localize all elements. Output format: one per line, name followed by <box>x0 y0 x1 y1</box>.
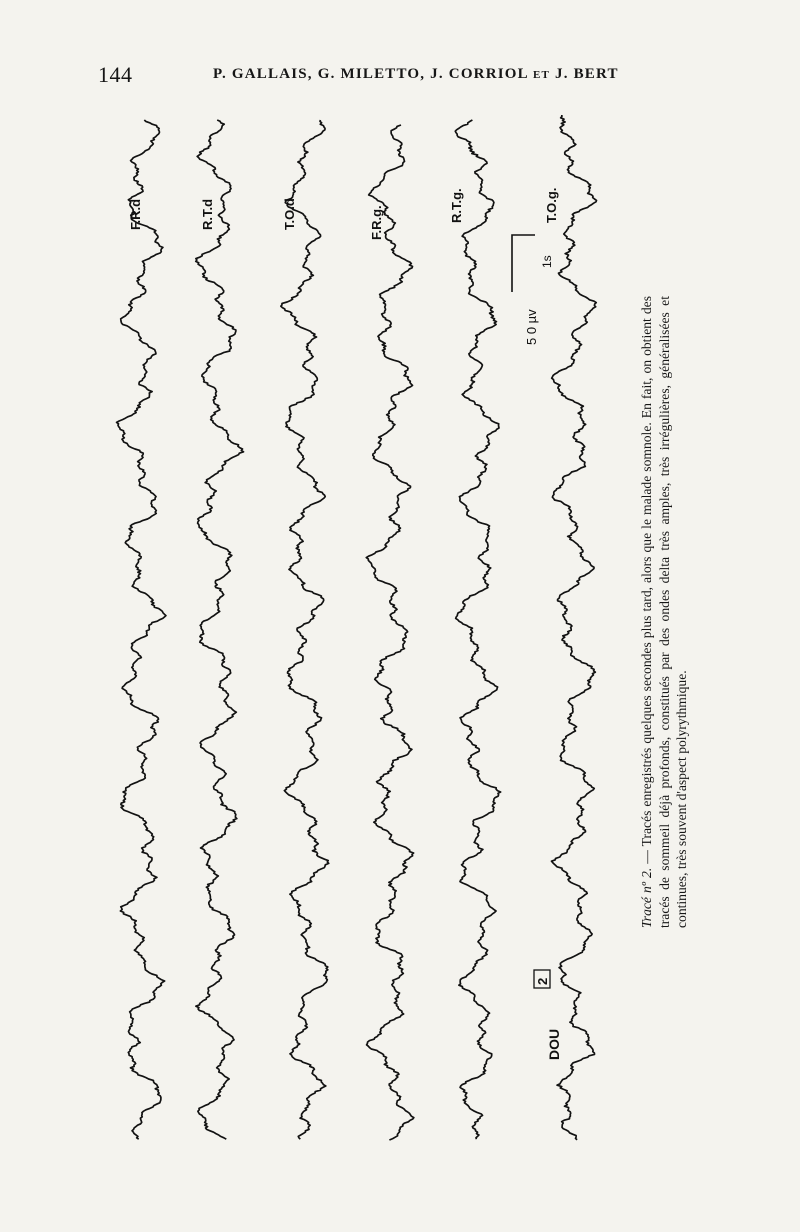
eeg-figure <box>90 95 630 1150</box>
figure-caption <box>638 296 691 928</box>
time-scale-label: 1s <box>540 255 554 268</box>
eeg-trace-rtd <box>196 120 244 1139</box>
calibration-scale-bar <box>512 235 554 345</box>
eeg-trace-tog <box>552 115 597 1140</box>
amplitude-scale-label: 5 0 µv <box>524 309 539 345</box>
page-header <box>0 62 800 92</box>
eeg-trace-tod <box>281 120 329 1139</box>
channel-label-frd: F.R.d <box>128 198 143 230</box>
eeg-trace-rtg <box>455 120 500 1139</box>
caption-label: Tracé nº 2. <box>639 867 654 928</box>
eeg-trace-frd <box>117 120 166 1139</box>
channel-label-tog: T.O.g. <box>544 187 559 223</box>
caption-text: — Tracés enregistrés quelques secondes plus tard, alors que le malade somnole. En fait, on obtient des tracés de sommeil déjà profonds, constitués par des ondes delta très amples, très irrégulières, généralisées et continues, très souvent d'aspect polyrythmique. <box>639 296 689 928</box>
channel-label-frg: F.R.g. <box>369 205 384 240</box>
trace-number-box <box>534 970 550 988</box>
running-head-authors: P. GALLAIS, G. MILETTO, J. CORRIOL et J. BERT <box>213 66 619 82</box>
page-number: 144 <box>98 62 133 87</box>
channel-label-rtg: R.T.g. <box>449 188 464 223</box>
channel-label-rtd: R.T.d <box>200 198 215 230</box>
eeg-traces <box>117 115 597 1140</box>
subject-code: DOU <box>546 1028 562 1060</box>
eeg-trace-frg <box>366 125 414 1140</box>
trace-number: 2 <box>535 977 550 985</box>
channel-label-tod: T.O.d <box>282 198 297 230</box>
